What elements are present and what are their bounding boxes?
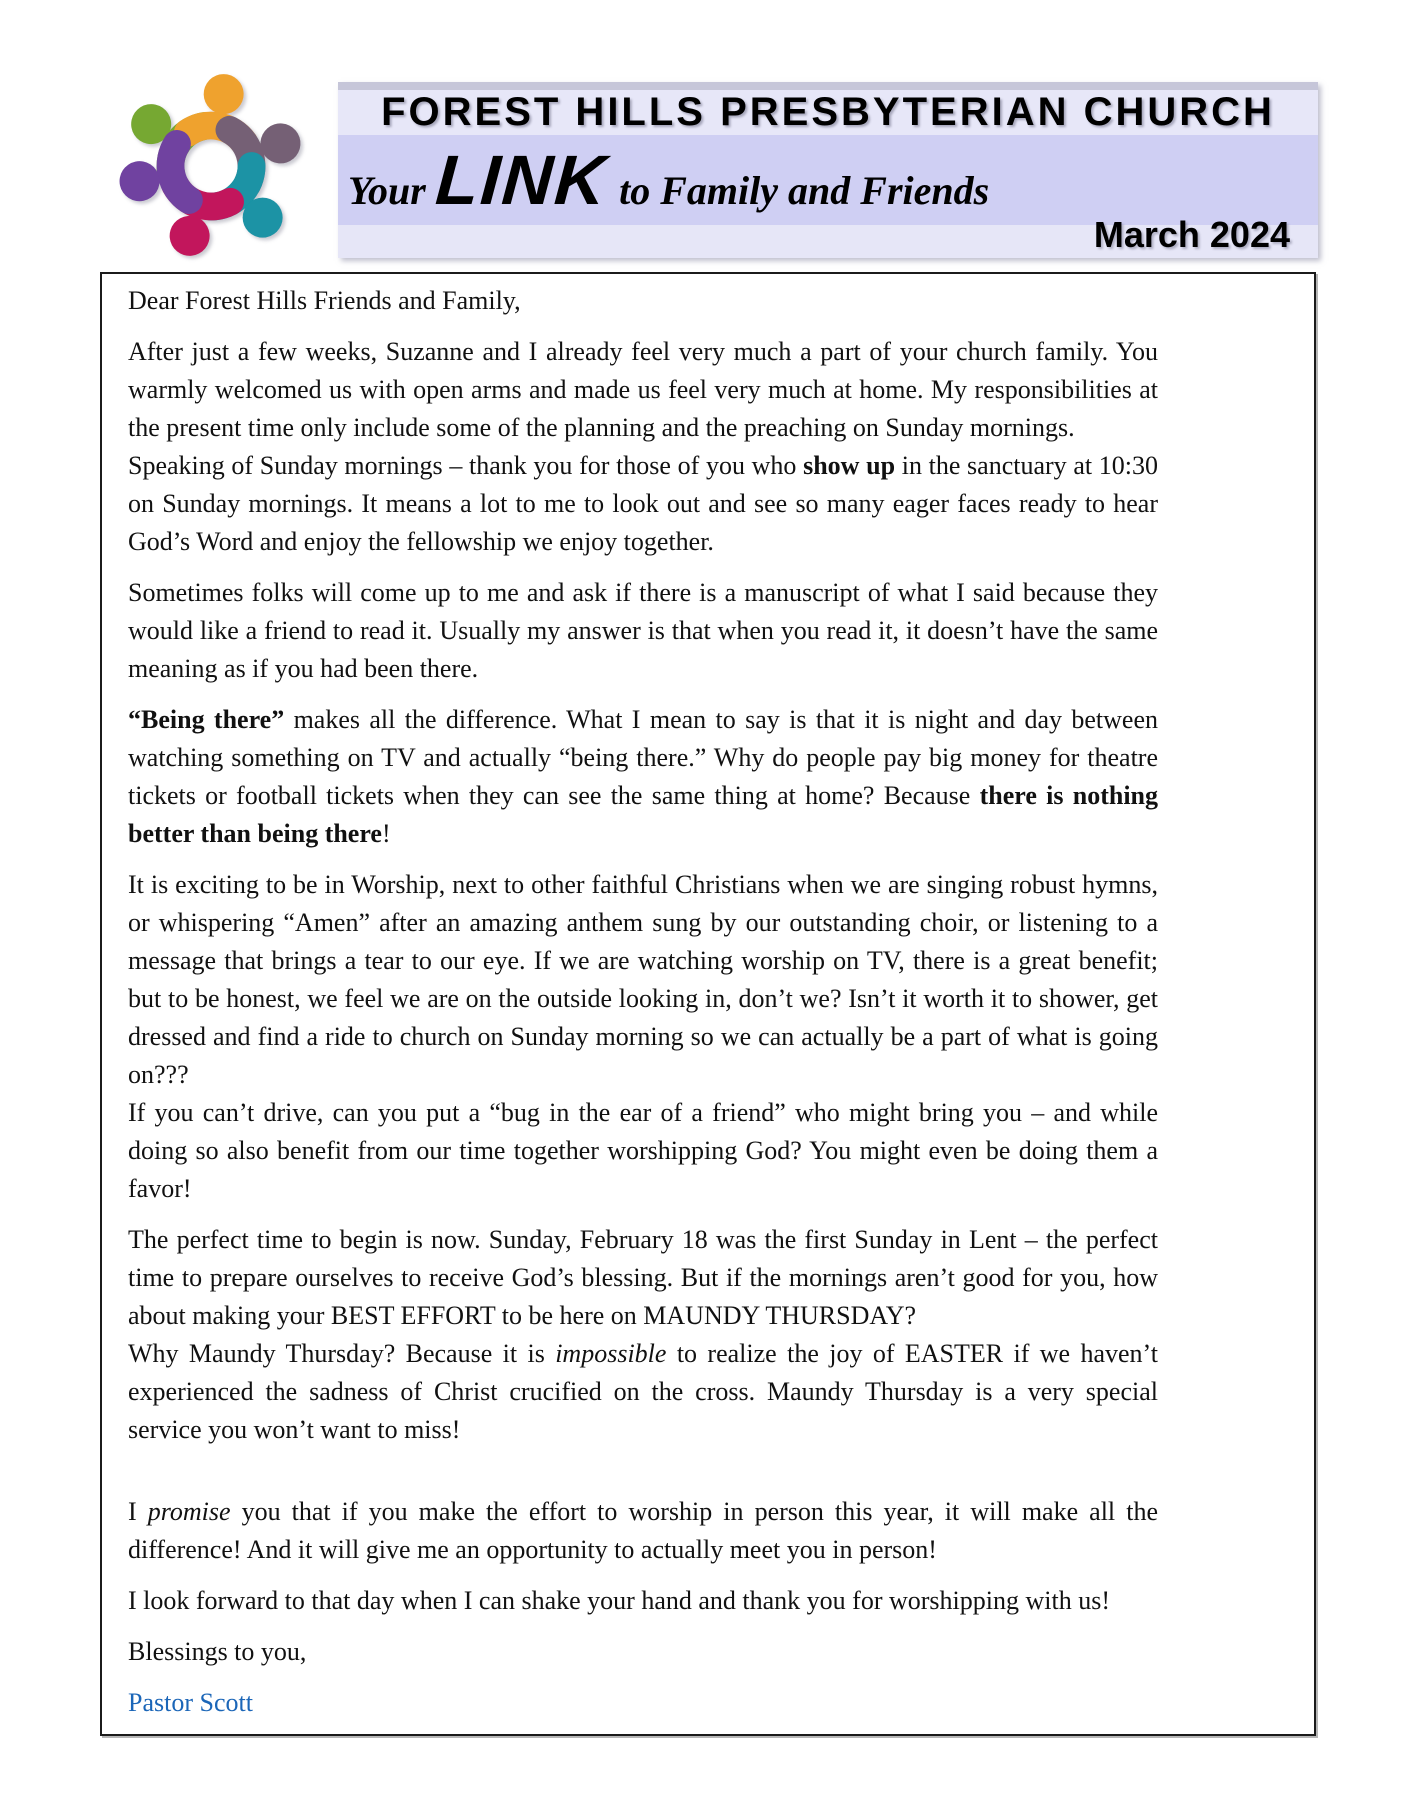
letter-paragraph: After just a few weeks, Suzanne and I already feel very much a part of your church family. You warmly welcomed us with open arms and made us feel very much at home. My responsibilities at the present time only include some of the planning and the preaching on Sunday mornings.: [128, 337, 1158, 442]
letter-paragraph: Why Maundy Thursday? Because it is impossible to realize the joy of EASTER if we haven’t experienced the sadness of Christ crucified on the cross. Maundy Thursday is a very special service you won’t want to miss!: [128, 1339, 1158, 1444]
church-name-title: FOREST HILLS PRESBYTERIAN CHURCH: [381, 90, 1275, 134]
letter-paragraph: I promise you that if you make the effort to worship in person this year, it will make all the difference! And it will give me an opportunity to actually meet you in person!: [128, 1497, 1158, 1564]
header-banner: [338, 82, 1318, 258]
letter-paragraph: Sometimes folks will come up to me and ask if there is a manuscript of what I said because they would like a friend to read it. Usually my answer is that when you read it, it doesn’t have the same meaning as if you had been there.: [128, 578, 1158, 683]
tagline-link-word: LINK: [433, 141, 610, 219]
letter-paragraph: Dear Forest Hills Friends and Family,: [128, 286, 521, 315]
newsletter-tagline: [348, 140, 989, 220]
letter-body: [128, 282, 1158, 1722]
banner-top-strip: [338, 82, 1318, 90]
letter-paragraph: “Being there” makes all the difference. What I mean to say is that it is night and day between watching something on TV and actually “being there.” Why do people pay big money for theatre tickets or football tickets when they can see the same thing at home? Because there is nothing better than being there!: [128, 705, 1159, 848]
letter-paragraph: I look forward to that day when I can shake your hand and thank you for worshipping with us!: [128, 1586, 1110, 1615]
circle-of-people-logo-icon: [111, 66, 311, 271]
letter-paragraph: Speaking of Sunday mornings – thank you for those of you who show up in the sanctuary at 10:30 on Sunday mornings. It means a lot to me to look out and see so many eager faces ready to hear God’s Word and enjoy the fellowship we enjoy together.: [128, 451, 1158, 556]
banner-title-band: [338, 90, 1318, 135]
tagline-prefix: Your: [348, 168, 426, 213]
letter-paragraph: The perfect time to begin is now. Sunday, February 18 was the first Sunday in Lent – the perfect time to prepare ourselves to receive God’s blessing. But if the mornings aren’t good for you, how about making your BEST EFFORT to be here on MAUNDY THURSDAY?: [128, 1225, 1158, 1330]
letter-paragraph: It is exciting to be in Worship, next to other faithful Christians when we are singing robust hymns, or whispering “Amen” after an amazing anthem sung by our outstanding choir, or listening to a message that brings a tear to our eye. If we are watching worship on TV, there is a great benefit; but to be honest, we feel we are on the outside looking in, don’t we? Isn’t it worth it to shower, get dressed and find a ride to church on Sunday morning so we can actually be a part of what is going on???: [128, 870, 1158, 1089]
tagline-suffix: to Family and Friends: [619, 168, 990, 213]
letter-paragraph: [128, 1684, 1158, 1722]
signature-text: Pastor Scott: [128, 1688, 253, 1717]
letter-paragraph: Blessings to you,: [128, 1637, 307, 1666]
church-logo: [88, 68, 333, 268]
letter-paragraph: If you can’t drive, can you put a “bug in the ear of a friend” who might bring you – and while doing so also benefit from our time together worshipping God? You might even be doing them a favor!: [128, 1098, 1158, 1203]
issue-date: March 2024: [1093, 214, 1290, 255]
letter-box: [100, 272, 1316, 1736]
